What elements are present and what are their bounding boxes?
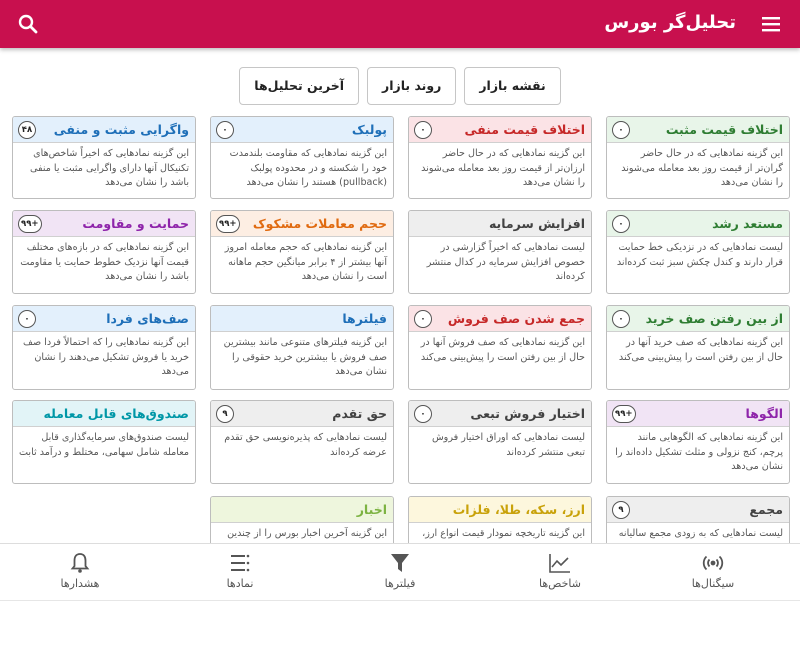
count-badge: ۰ [612,121,630,139]
card-title: الگوها [745,406,783,421]
card-title: مستعد رشد [712,216,783,231]
card-description: لیست نمادهایی که پذیره‌نویسی حق تقدم عرضه کرده‌اند [224,432,387,458]
card-pullback[interactable] [210,116,394,199]
app-bar [0,0,800,48]
nav-label: هشدارها [60,577,100,590]
card-title: صف‌های فردا [106,311,189,326]
tab-market-trend[interactable]: روند بازار [367,67,456,105]
count-badge: ۰ [414,310,432,328]
count-badge: ۹۹+ [216,215,240,233]
card-description: این گزینه نمادهایی که حجم معامله امروز آنها بیشتر از ۴ برابر میانگین حجم ماهانه است را نشان می‌دهد [224,242,387,282]
card-negative-price-gap[interactable] [408,116,592,199]
card-divergence[interactable] [12,116,196,199]
chart-line-icon [548,552,572,574]
signal-icon [701,552,725,574]
card-support-resistance[interactable] [12,210,196,294]
card-title: افزایش سرمایه [488,216,585,231]
card-title: حجم معاملات مشکوک [252,216,387,231]
count-badge: ۰ [414,405,432,423]
count-badge: ۹۹+ [612,405,636,423]
card-description: لیست نمادهایی که به زودی مجمع سالیانه [618,528,783,539]
card-title: حمایت و مقاومت [82,216,189,231]
card-title: اختلاف قیمت مثبت [665,122,783,137]
card-description: این گزینه نمادهایی که در حال حاضر گران‌تر از قیمت روز بعد معامله می‌شوند را نشان می‌دهد [621,148,783,188]
card-description: لیست صندوق‌های سرمایه‌گذاری قابل معامله شامل سهامی، مختلط و درآمد ثابت [19,432,189,458]
card-tomorrow-queues[interactable] [12,305,196,390]
app-title: تحلیل‌گر بورس [604,12,736,33]
card-description: این گزینه فیلترهای متنوعی مانند بیشترین صف فروش یا بیشترین خرید حقوقی را نشان می‌دهد [223,337,387,377]
search-icon[interactable] [16,12,40,36]
count-badge: ۰ [216,121,234,139]
nav-filters[interactable] [340,544,460,602]
tab-market-map[interactable]: نقشه بازار [464,67,560,105]
menu-icon[interactable] [760,14,782,34]
card-title: اخبار [356,502,387,517]
card-etf-funds[interactable] [12,400,196,484]
count-badge: ۹ [612,501,630,519]
card-preemptive-rights[interactable] [210,400,394,484]
card-title: اختلاف قیمت منفی [464,122,585,137]
filter-icon [388,552,412,574]
count-badge: ۰ [612,215,630,233]
count-badge: ۹ [216,405,234,423]
nav-label: شاخص‌ها [539,577,581,590]
card-title: از بین رفتن صف خرید [645,311,783,326]
card-description: لیست نمادهایی که اوراق اختیار فروش تبعی منتشر کرده‌اند [431,432,585,458]
card-description: این گزینه تاریخچه نمودار قیمت انواع ارز، [422,528,585,539]
card-description: لیست نمادهایی که اخیراً گزارشی در خصوص افزایش سرمایه در کدال منتشر کرده‌اند [426,242,585,282]
card-title: حق تقدم [332,406,387,421]
card-description: این گزینه نمادهایی که در بازه‌های مختلف قیمت آنها نزدیک خطوط حمایت یا مقاومت باشد را نشان می‌دهد [20,242,189,282]
card-put-options[interactable] [408,400,592,484]
tab-bar [0,67,800,107]
nav-indices[interactable] [500,544,620,602]
card-suspicious-volume[interactable] [210,210,394,294]
nav-signals[interactable] [653,544,773,602]
card-capital-increase[interactable] [408,210,592,294]
card-title: جمع شدن صف فروش [447,311,585,326]
card-description: این گزینه نمادهایی که اخیراً شاخص‌های تکنیکال آنها دارای واگرایی مثبت یا منفی باشد را نشان می‌دهد [30,148,189,188]
count-badge: ۰ [18,310,36,328]
card-patterns[interactable] [606,400,790,484]
card-description: این گزینه نمادهایی که صف فروش آنها در حال از بین رفتن است را پیش‌بینی می‌کند [420,337,585,363]
card-title: پولبک [351,122,387,137]
card-title: صندوق‌های قابل معامله [43,406,189,421]
main-content [0,48,800,543]
nav-alerts[interactable] [20,544,140,602]
bottom-nav [0,543,800,601]
card-description: این گزینه نمادهایی که در حال حاضر ارزان‌تر از قیمت روز بعد معامله می‌شوند را نشان می‌دهد [421,148,585,188]
card-title: واگرایی مثبت و منفی [53,122,189,137]
card-currency-gold[interactable] [408,496,592,543]
card-description: لیست نمادهایی که در نزدیکی خط حمایت قرار دارند و کندل چکش سبز ثبت کرده‌اند [616,242,783,268]
nav-label: سیگنال‌ها [691,577,735,590]
card-positive-price-gap[interactable] [606,116,790,199]
card-description: این گزینه نمادهایی که الگوهایی مانند پرچم، کنج نزولی و مثلث تشکیل داده‌اند را نشان می‌دهد [615,432,783,472]
card-title: فیلترها [342,311,387,326]
card-news[interactable] [210,496,394,543]
card-description: این گزینه نمادهایی که صف خرید آنها در حال از بین رفتن است را پیش‌بینی می‌کند [618,337,783,363]
card-title: ارز، سکه، طلا، فلزات [452,502,585,517]
card-title: اختیار فروش تبعی [470,406,585,421]
bell-icon [68,552,92,574]
nav-symbols[interactable] [180,544,300,602]
card-description: این گزینه نمادهایی را که احتمالاً فردا صف خرید یا فروش تشکیل می‌دهند را نشان می‌دهد [23,337,189,377]
card-buy-queue-ending[interactable] [606,305,790,390]
count-badge: ۰ [414,121,432,139]
count-badge: ۹۹+ [18,215,42,233]
card-assembly[interactable] [606,496,790,543]
nav-label: فیلترها [384,577,416,590]
card-description: این گزینه نمادهایی که مقاومت بلندمدت خود را شکسته و در محدوده پولبک (pullback) هستند را نشان می‌دهد [229,148,387,188]
list-icon [228,552,252,574]
nav-label: نمادها [226,577,254,590]
card-filters[interactable] [210,305,394,390]
count-badge: ۴۸ [18,121,36,139]
card-title: مجمع [749,502,783,517]
count-badge: ۰ [612,310,630,328]
tab-latest-analyses[interactable]: آخرین تحلیل‌ها [239,67,359,105]
card-sell-queue-closing[interactable] [408,305,592,390]
card-growth-prone[interactable] [606,210,790,294]
card-description: این گزینه آخرین اخبار بورس را از چندین [227,528,387,539]
